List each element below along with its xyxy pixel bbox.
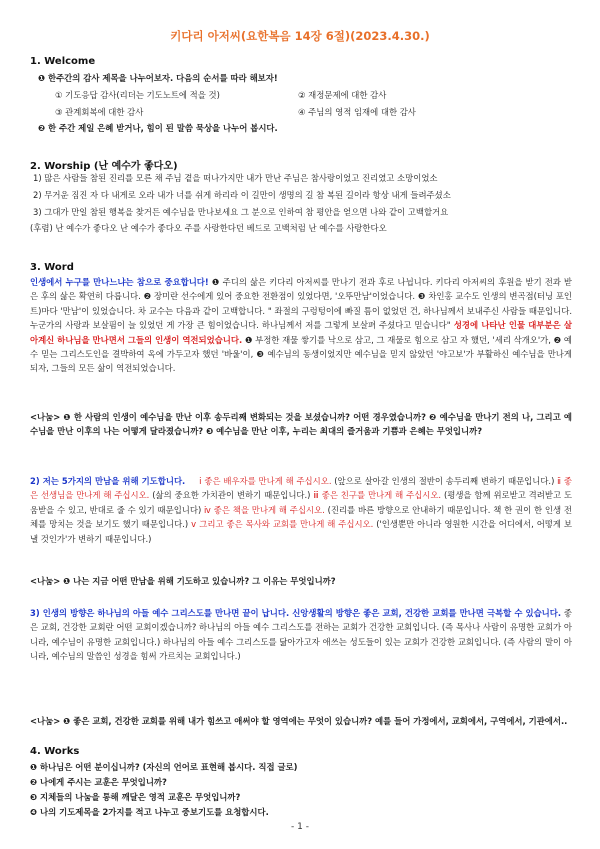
welcome-heading: 1. Welcome [30, 56, 96, 67]
works-heading: 4. Works [30, 746, 80, 757]
works-item-3: ❸ 지체들의 나눔을 통해 깨달은 영적 교훈은 무엇입니까? [30, 792, 241, 802]
word-point-1-title: 인생에서 누구를 만나느냐는 참으로 중요합니다! [30, 277, 209, 287]
worship-line-3: 3) 그대가 만일 참된 행복을 찾거든 예수님을 만나보세요 그 분으로 인하여 참 평안을 얻으면 나와 같이 고백할거요 [33, 207, 449, 217]
word-paragraph-3 [30, 606, 572, 664]
prayer-3: ⅲ 좋은 친구를 만나게 해 주십시오. [313, 490, 442, 501]
welcome-sub-1: ① 기도응답 감사(리더는 기도노트에 적을 것) [55, 90, 220, 100]
word-paragraph-1 [30, 275, 572, 376]
prayer-2: ⅱ 좋은 선생님을 만나게 해 주십시오. [30, 476, 572, 501]
word-share-2: <나눔> ❶ 나는 지금 어떤 만남을 위해 기도하고 있습니까? 그 이유는 무엇입니까? [30, 576, 336, 586]
welcome-sub-2: ② 재정문제에 대한 감사 [298, 90, 387, 100]
word-point-1-body: ❶ 주디의 삶은 키다리 아저씨를 만나기 전과 후로 나뉩니다. 키다리 아저씨의 후원을 받기 전과 받은 후의 삶은 확연히 다릅니다. ❷ 장미란 선수에게 있어 중요한 전환점이 있었다면, '오뚜만남'이었습니다. ❸ 차인홍 교수도 인생의 변곡점(터닝 포인트)마다 '만남'이 있었습니다. 차 교수는 다음과 같이 고백합니다. " 좌절의 구렁텅이에 빠질 틈이 없었던 건, 하나님께서 보내주신 사람들 때문입니다. 누군가의 사랑과 보살핌이 늘 있었던 게 가장 큰 힘이었습니다. 하나님께서 저를 그렇게 보살펴 주셨다고 믿습니다" [30, 277, 573, 331]
worship-chorus: (후렴) 난 예수가 좋다오 난 예수가 좋다오 주를 사랑한다던 베드로 고백처럼 난 예수를 사랑한다오 [30, 223, 387, 233]
word-point-1-highlight: 성경에 나타난 인물 대부분은 살아계신 하나님을 만나면서 그들의 인생이 역전되었습니다. [30, 320, 572, 345]
word-point-1-body-2: ❶ 부정한 재물 쌓기를 낙으로 삼고, 그 재물로 힘으로 삼고 자 했던, '세리 삭개오'가, ❷ 예수 믿는 그리스도인을 결박하여 옥에 가두고자 했던 '바울'이, ❸ 예수님의 동생이었지만 예수님을 믿지 않았던 '야고보'가 부활하신 예수님을 만나게 되자, 그들의 모든 삶이 역전되었습니다. [30, 334, 572, 374]
worship-line-2: 2) 무거운 짐진 자 다 내게로 오라 내가 너를 쉬게 하리라 이 길만이 생명의 길 참 복된 길이라 항상 내게 들려주셨소 [33, 190, 451, 200]
word-point-3-body: 좋은 교회, 건강한 교회란 어떤 교회이겠습니까? 하나님의 아들 예수 그리스도를 전하는 교회가 건강한 교회입니다. (즉 목사나 사람이 유명한 교회가 아니라, 예수님이 유명한 교회입니다.) 하나님의 아들 예수 그리스도를 닮아가고자 애쓰는 성도들이 있는 교회가 건강한 교회입니다. (즉 사람의 말이 아니라, 예수님의 말씀인 성경을 힘써 가르치는 교회입니다.) [30, 608, 572, 662]
welcome-item-1: ❶ 한주간의 감사 제목을 나누어보자. 다음의 순서를 따라 해보자! [38, 73, 278, 83]
prayer-1: ⅰ 좋은 배우자를 만나게 해 주십시오. [199, 476, 332, 486]
word-share-3: <나눔> ❶ 좋은 교회, 건강한 교회를 위해 내가 힘쓰고 애써야 할 영역에는 무엇이 있습니까? 예를 들어 가정에서, 교회에서, 구역에서, 기관에서.. [30, 716, 568, 726]
welcome-item-2: ❷ 한 주간 제일 은혜 받거나, 힘이 된 말씀 묵상을 나누어 봅시다. [38, 123, 278, 133]
prayer-3-reason: (평생을 함께 위로받고 격려받고 도움받을 수 있고, 반대로 줄 수 있기 때문입니다) [30, 490, 573, 515]
word-paragraph-2 [30, 474, 572, 546]
works-item-1: ❶ 하나님은 어떤 분이십니까? (자신의 언어로 표현해 봅시다. 직접 글로) [30, 762, 298, 772]
works-item-2: ❷ 나에게 주시는 교훈은 무엇입니까? [30, 777, 167, 787]
prayer-4: ⅳ 좋은 책을 만나게 해 주십시오. [204, 504, 325, 515]
welcome-sub-3: ③ 관계회복에 대한 감사 [55, 107, 144, 117]
word-heading: 3. Word [30, 262, 74, 273]
welcome-sub-4: ④ 주님의 영적 임재에 대한 감사 [298, 107, 416, 117]
prayer-1-reason: (앞으로 살아갈 인생의 절반이 송두리째 변하기 때문입니다.) [331, 476, 558, 486]
prayer-5: ⅴ 그리고 좋은 목사와 교회를 만나게 해 주십시오. [191, 519, 374, 530]
works-item-4: ❹ 나의 기도제목을 2가지를 적고 나누고 중보기도를 요청합시다. [30, 807, 269, 817]
prayer-2-reason: (삶의 중요한 가치관이 변하기 때문입니다.) [149, 490, 314, 501]
prayer-4-reason: (진리를 바른 방향으로 안내하기 때문입니다. 책 한 권이 한 인생 전체를 망치는 것을 보기도 했기 때문입니다.) [30, 504, 572, 530]
word-point-3-title: 3) 인생의 방향은 하나님의 아들 예수 그리스도를 만나면 끝이 납니다. 신앙생활의 방향은 좋은 교회, 건강한 교회를 만나면 극복할 수 있습니다. [30, 608, 562, 618]
worship-line-1: 1) 많은 사람들 참된 진리를 모른 채 주님 곁을 떠나가지만 내가 만난 주님은 참사랑이었고 진리였고 소망이었소 [33, 173, 438, 183]
page-title: 키다리 아저씨(요한복음 14장 6절)(2023.4.30.) [170, 29, 430, 43]
page-number: - 1 - [291, 822, 309, 832]
worship-heading: 2. Worship (난 예수가 좋다오) [30, 161, 178, 172]
word-share-1: <나눔> ❶ 한 사람의 인생이 예수님을 만난 이후 송두리째 변화되는 것을 보셨습니까? 어떤 경우였습니까? ❷ 예수님을 만나기 전의 나, 그리고 예수님을 만난 이후의 나는 어떻게 달라졌습니까? ❸ 예수님을 만난 이후, 누리는 최대의 즐거움과 기쁨과 은혜는 무엇입니까? [30, 412, 572, 437]
prayer-5-reason: ('인생뿐만 아니라 영원한 시간을 어디에서, 어떻게 보낼 것인가'가 변하기 때문입니다.) [30, 519, 573, 544]
word-point-2-title: 2) 저는 5가지의 만남을 위해 기도합니다. [30, 476, 186, 486]
